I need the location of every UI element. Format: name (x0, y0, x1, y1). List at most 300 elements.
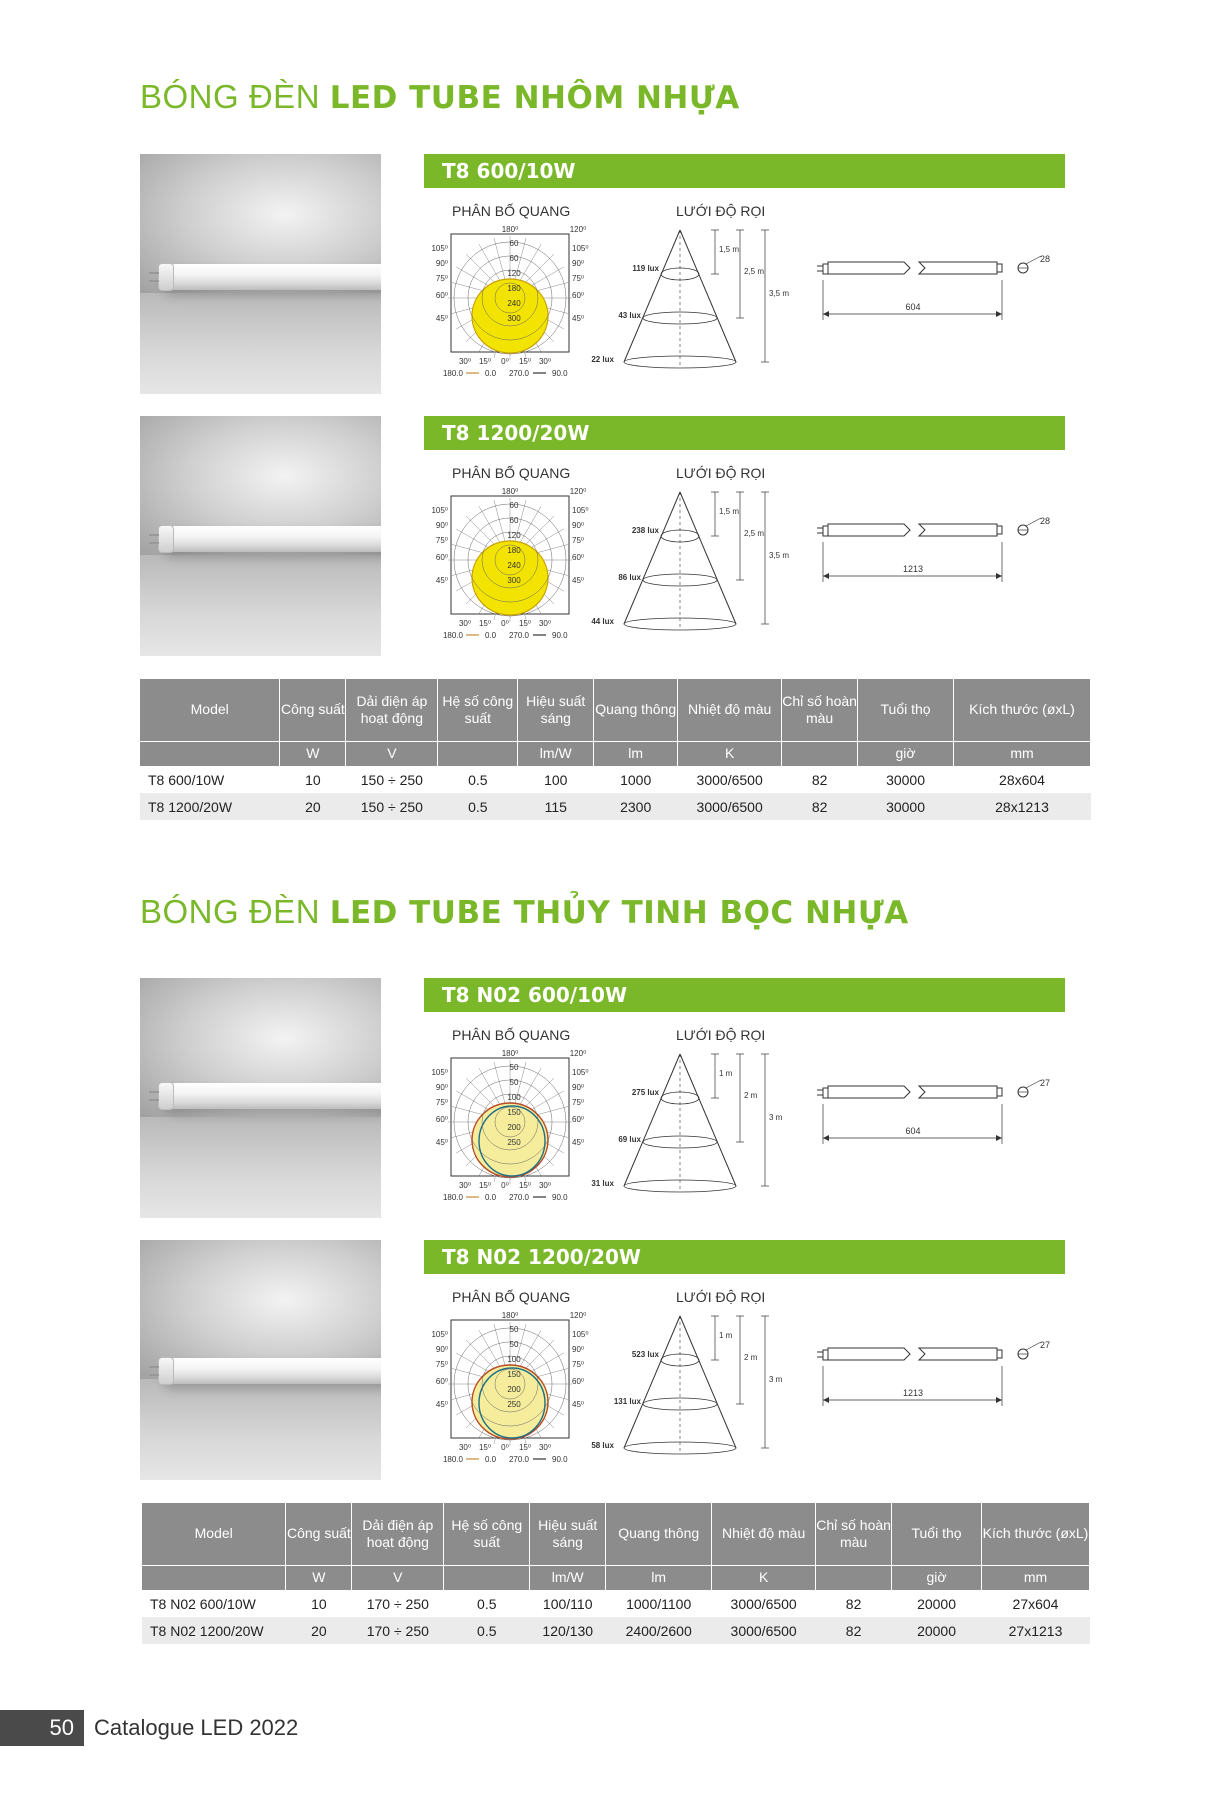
legend-value: 270.0 (508, 1455, 530, 1464)
angle-label: 30⁰ (458, 357, 472, 366)
angle-label: 45⁰ (572, 576, 585, 585)
legend-value: 180.0 (442, 631, 464, 640)
spec-cell: 27x604 (1012, 1595, 1059, 1612)
tube-dimension-drawing (815, 516, 1065, 596)
column-unit: K (712, 1565, 816, 1590)
spec-cell: 20000 (892, 1617, 982, 1644)
angle-label: 120⁰ (569, 1312, 587, 1320)
column-header: Dải điện áp hoạt động (346, 679, 438, 741)
tube-outline (823, 262, 910, 274)
lux-value: 119 lux (632, 264, 659, 273)
section-title-light: BÓNG ĐÈN (140, 78, 330, 115)
tube-outline (823, 1348, 910, 1360)
ring-value: 240 (507, 299, 521, 308)
tube-end-cap (158, 525, 174, 553)
ring-value: 60 (509, 501, 519, 510)
column-header: Công suất (280, 679, 346, 741)
angle-label: 60⁰ (572, 1115, 585, 1124)
angle-label: 15⁰ (518, 357, 532, 366)
legend-value: 90.0 (552, 631, 568, 640)
angle-label: 60⁰ (572, 1377, 585, 1386)
angle-label: 15⁰ (518, 1181, 532, 1190)
angle-label: 105⁰ (572, 1068, 589, 1077)
tube-pin (149, 1374, 159, 1376)
column-unit: W (286, 1565, 352, 1590)
ring-value: 150 (507, 1108, 521, 1117)
tube-outline (919, 262, 1002, 274)
lux-value: 86 lux (618, 573, 641, 582)
angle-label: 15⁰ (478, 619, 492, 628)
angle-label: 90⁰ (435, 521, 448, 530)
page-number: 50 (0, 1710, 84, 1746)
legend-value: 270.0 (508, 1193, 530, 1202)
tube-end-cap (158, 1082, 174, 1110)
column-unit: lm/W (518, 741, 594, 766)
spec-cell: 3000/6500 (712, 1617, 816, 1644)
tube-dimension-drawing (815, 1078, 1065, 1158)
polar-light-distribution-diagram (415, 1312, 595, 1472)
angle-label: 90⁰ (572, 1083, 585, 1092)
ring-value: 120 (507, 269, 521, 278)
column-header: Tuổi thọ (892, 1503, 982, 1565)
column-unit: lm (606, 1565, 712, 1590)
spec-cell: 20 (280, 793, 346, 820)
ring-value: 100 (507, 1093, 521, 1102)
product-photo (140, 978, 381, 1218)
angle-label: 45⁰ (572, 314, 585, 323)
polar-light-distribution-diagram (415, 1050, 595, 1210)
angle-label: 90⁰ (572, 1345, 585, 1354)
angle-label: 30⁰ (458, 1181, 472, 1190)
angle-label: 75⁰ (435, 1098, 448, 1107)
legend-value: 0.0 (485, 369, 497, 378)
model-cell: T8 N02 600/10W (150, 1595, 256, 1612)
ring-value: 120 (507, 531, 521, 540)
column-unit (142, 1565, 286, 1590)
angle-label: 90⁰ (435, 1345, 448, 1354)
angle-label: 75⁰ (435, 536, 448, 545)
angle-label: 75⁰ (572, 274, 585, 283)
tube-pin (149, 280, 159, 282)
tube-outline (919, 1348, 1002, 1360)
lux-value: 58 lux (591, 1441, 614, 1450)
lux-value: 31 lux (591, 1179, 614, 1188)
illuminance-cone-diagram (590, 226, 810, 376)
table-header-row (140, 679, 1091, 741)
tube-end-cap (158, 1357, 174, 1385)
ring-value: 100 (507, 1355, 521, 1364)
angle-label: 60⁰ (435, 291, 448, 300)
tube-dimension-drawing (815, 254, 1065, 334)
column-header: Hệ số công suất (438, 679, 518, 741)
lux-value: 22 lux (591, 355, 614, 364)
tube-image (162, 1083, 381, 1109)
tube-pin (149, 1099, 159, 1101)
angle-label: 30⁰ (538, 357, 552, 366)
diameter-value: 28 (1039, 254, 1051, 264)
distance-value: 1,5 m (719, 245, 740, 254)
cone-edge (624, 1316, 680, 1448)
legend-value: 90.0 (552, 1193, 568, 1202)
angle-label: 30⁰ (538, 1443, 552, 1452)
spec-cell: 2300 (594, 793, 678, 820)
distance-value: 1,5 m (719, 507, 740, 516)
spec-cell: 20000 (917, 1595, 956, 1612)
angle-label: 180⁰ (501, 1312, 519, 1320)
light-distribution-label: PHÂN BỐ QUANG (452, 203, 571, 219)
angle-label: 45⁰ (572, 1400, 585, 1409)
footer-catalogue-title: Catalogue LED 2022 (94, 1715, 299, 1740)
column-unit: V (346, 741, 438, 766)
spec-cell: 2400/2600 (606, 1617, 712, 1644)
column-header: Model (140, 679, 280, 741)
illuminance-grid-label: LƯỚI ĐỘ RỌI (676, 1027, 766, 1043)
spec-table-glass (142, 1503, 1090, 1644)
distance-value: 1 m (719, 1331, 733, 1340)
legend-value: 180.0 (442, 1193, 464, 1202)
ring-value: 250 (507, 1138, 521, 1147)
column-unit (816, 1565, 892, 1590)
legend-value: 0.0 (485, 1193, 497, 1202)
angle-label: 180⁰ (501, 226, 519, 234)
tube-outline (919, 1086, 1002, 1098)
model-cell: T8 600/10W (148, 771, 225, 788)
table-units-row (142, 1565, 1090, 1590)
lux-value: 44 lux (591, 617, 614, 626)
angle-label: 120⁰ (569, 488, 587, 496)
ring-value: 60 (509, 254, 519, 263)
light-distribution-label: PHÂN BỐ QUANG (452, 465, 571, 481)
illuminance-grid-label: LƯỚI ĐỘ RỌI (676, 203, 766, 219)
ring-value: 180 (507, 546, 521, 555)
angle-label: 45⁰ (435, 1400, 448, 1409)
legend-value: 270.0 (508, 631, 530, 640)
spec-cell: 1000/1100 (626, 1595, 692, 1612)
model-title-bar: T8 600/10W (424, 154, 1065, 188)
angle-label: 0⁰ (501, 619, 509, 628)
angle-label: 105⁰ (572, 1330, 589, 1339)
legend-value: 0.0 (485, 631, 497, 640)
angle-label: 15⁰ (478, 1443, 492, 1452)
distance-value: 2 m (744, 1353, 758, 1362)
diameter-leader (1026, 518, 1041, 526)
section-title-bold: LED TUBE THỦY TINH BỌC NHỰA (329, 895, 909, 931)
angle-label: 15⁰ (518, 619, 532, 628)
column-header: Tuổi thọ (858, 679, 954, 741)
angle-label: 90⁰ (572, 259, 585, 268)
angle-label: 105⁰ (431, 244, 448, 253)
column-unit: lm (594, 741, 678, 766)
legend-value: 270.0 (508, 369, 530, 378)
angle-label: 105⁰ (572, 506, 589, 515)
angle-label: 75⁰ (572, 1098, 585, 1107)
model-title-bar: T8 1200/20W (424, 416, 1065, 450)
angle-label: 45⁰ (435, 314, 448, 323)
angle-label: 45⁰ (572, 1138, 585, 1147)
tube-image (162, 1358, 381, 1384)
table-row (142, 1617, 1090, 1644)
diameter-leader (1026, 1080, 1041, 1088)
spec-cell: 100 (544, 771, 568, 788)
distance-value: 1 m (719, 1069, 733, 1078)
table-row (142, 1590, 1090, 1617)
spec-cell: 1000 (620, 771, 652, 788)
column-header: Model (142, 1503, 286, 1565)
tube-pin (149, 1366, 159, 1368)
angle-label: 0⁰ (501, 357, 509, 366)
distance-value: 2 m (744, 1091, 758, 1100)
angle-label: 30⁰ (538, 619, 552, 628)
angle-label: 75⁰ (572, 1360, 585, 1369)
column-header: Công suất (286, 1503, 352, 1565)
tube-pin (149, 542, 159, 544)
ring-value: 50 (509, 1063, 519, 1072)
light-distribution-label: PHÂN BỐ QUANG (452, 1027, 571, 1043)
illuminance-grid-label: LƯỚI ĐỘ RỌI (676, 465, 766, 481)
distance-value: 3,5 m (769, 551, 790, 560)
spec-cell: 82 (782, 793, 858, 820)
length-value: 604 (905, 302, 921, 312)
angle-label: 30⁰ (538, 1181, 552, 1190)
section-title-glass (140, 893, 909, 931)
section-title-bold: LED TUBE NHÔM NHỰA (329, 80, 740, 116)
diameter-value: 28 (1039, 516, 1051, 526)
ring-value: 60 (509, 516, 519, 525)
length-value: 1213 (902, 564, 924, 574)
distance-value: 2,5 m (744, 267, 765, 276)
angle-label: 90⁰ (572, 521, 585, 530)
distance-value: 3 m (769, 1113, 783, 1122)
angle-label: 75⁰ (435, 1360, 448, 1369)
angle-label: 105⁰ (431, 1068, 448, 1077)
spec-cell: 82 (845, 1595, 862, 1612)
diameter-leader (1026, 256, 1041, 264)
ring-value: 60 (509, 239, 519, 248)
spec-cell: 100/110 (542, 1595, 593, 1612)
angle-label: 75⁰ (435, 274, 448, 283)
table-units-row (140, 741, 1091, 766)
spec-cell: 3000/6500 (696, 771, 763, 788)
column-unit: W (280, 741, 346, 766)
tube-outline (823, 524, 910, 536)
spec-cell: 30000 (886, 771, 926, 788)
spec-cell: 3000/6500 (730, 1595, 797, 1612)
tube-pin (149, 534, 159, 536)
angle-label: 15⁰ (518, 1443, 532, 1452)
illuminance-cone-diagram (590, 1050, 810, 1200)
spec-cell: 28x1213 (954, 793, 1091, 820)
cone-edge (624, 230, 680, 362)
spec-cell: 0.5 (444, 1617, 530, 1644)
tube-outline (823, 1086, 910, 1098)
ring-value: 150 (507, 1370, 521, 1379)
spec-cell: 10 (305, 771, 321, 788)
spec-cell: 150 ÷ 250 (346, 793, 438, 820)
column-header: Nhiệt độ màu (678, 679, 782, 741)
model-title-bar: T8 N02 600/10W (424, 978, 1065, 1012)
column-unit: K (678, 741, 782, 766)
angle-label: 60⁰ (572, 291, 585, 300)
illuminance-grid-label: LƯỚI ĐỘ RỌI (676, 1289, 766, 1305)
spec-cell: 20 (286, 1617, 352, 1644)
model-title-bar: T8 N02 1200/20W (424, 1240, 1065, 1274)
model-cell: T8 N02 1200/20W (142, 1617, 286, 1644)
photo-floor (140, 555, 381, 656)
table-row (140, 766, 1091, 793)
column-header: Dải điện áp hoạt động (352, 1503, 444, 1565)
ring-value: 240 (507, 561, 521, 570)
product-photo (140, 1240, 381, 1480)
ring-value: 50 (509, 1078, 519, 1087)
section-title-aluminum (140, 78, 740, 116)
tube-pin (149, 1091, 159, 1093)
column-header: Hệ số công suất (444, 1503, 530, 1565)
lux-value: 131 lux (613, 1397, 641, 1406)
ring-value: 50 (509, 1340, 519, 1349)
column-unit: mm (982, 1565, 1090, 1590)
angle-label: 15⁰ (478, 357, 492, 366)
tube-image (162, 264, 381, 290)
column-header: Nhiệt độ màu (712, 1503, 816, 1565)
legend-value: 0.0 (485, 1455, 497, 1464)
ring-value: 300 (507, 576, 521, 585)
polar-light-distribution-diagram (415, 488, 595, 648)
angle-label: 105⁰ (431, 1330, 448, 1339)
distance-value: 3 m (769, 1375, 783, 1384)
column-header: Quang thông (606, 1503, 712, 1565)
photo-floor (140, 293, 381, 394)
angle-label: 180⁰ (501, 488, 519, 496)
angle-label: 45⁰ (435, 576, 448, 585)
diameter-value: 27 (1039, 1078, 1051, 1088)
column-header: Hiệu suất sáng (530, 1503, 606, 1565)
table-row (140, 793, 1091, 820)
spec-cell: 150 ÷ 250 (360, 771, 423, 788)
column-header: Chỉ số hoàn màu (816, 1503, 892, 1565)
angle-label: 60⁰ (435, 1115, 448, 1124)
diameter-value: 27 (1039, 1340, 1051, 1350)
photo-floor (140, 1117, 381, 1218)
tube-dimension-drawing (815, 1340, 1065, 1420)
section-title-light: BÓNG ĐÈN (140, 893, 330, 930)
angle-label: 90⁰ (435, 259, 448, 268)
column-unit: V (352, 1565, 444, 1590)
angle-label: 60⁰ (435, 1377, 448, 1386)
angle-label: 45⁰ (435, 1138, 448, 1147)
angle-label: 0⁰ (501, 1443, 509, 1452)
angle-label: 105⁰ (572, 244, 589, 253)
spec-cell: 27x1213 (982, 1617, 1090, 1644)
spec-cell: 28x604 (999, 771, 1045, 788)
column-header: Chỉ số hoàn màu (782, 679, 858, 741)
column-unit: giờ (858, 741, 954, 766)
spec-cell: 0.5 (438, 793, 518, 820)
column-unit (140, 741, 280, 766)
column-header: Hiệu suất sáng (518, 679, 594, 741)
distance-value: 2,5 m (744, 529, 765, 538)
spec-cell: 120/130 (530, 1617, 606, 1644)
lux-value: 523 lux (631, 1350, 659, 1359)
legend-value: 90.0 (552, 1455, 568, 1464)
angle-label: 30⁰ (458, 1443, 472, 1452)
angle-label: 120⁰ (569, 1050, 587, 1058)
spec-cell: 170 ÷ 250 (366, 1595, 429, 1612)
column-header: Kích thước (øxL) (954, 679, 1091, 741)
angle-label: 105⁰ (431, 506, 448, 515)
product-photo (140, 416, 381, 656)
tube-image (162, 526, 381, 552)
spec-cell: 30000 (858, 793, 954, 820)
product-photo (140, 154, 381, 394)
cone-edge (624, 1054, 680, 1186)
spec-cell: 0.5 (468, 771, 488, 788)
angle-label: 120⁰ (569, 226, 587, 234)
spec-table-aluminum (140, 679, 1091, 820)
spec-cell: 170 ÷ 250 (352, 1617, 444, 1644)
angle-label: 15⁰ (478, 1181, 492, 1190)
lux-value: 238 lux (631, 526, 659, 535)
tube-pin (149, 272, 159, 274)
spec-cell: 115 (518, 793, 594, 820)
angle-label: 30⁰ (458, 619, 472, 628)
ring-value: 250 (507, 1400, 521, 1409)
lux-value: 43 lux (618, 311, 641, 320)
photo-floor (140, 1379, 381, 1480)
spec-cell: 0.5 (477, 1595, 497, 1612)
illuminance-cone-diagram (590, 1312, 810, 1462)
legend-value: 180.0 (442, 369, 464, 378)
column-header: Quang thông (594, 679, 678, 741)
tube-end-cap (158, 263, 174, 291)
length-value: 1213 (902, 1388, 924, 1398)
model-cell: T8 1200/20W (140, 793, 280, 820)
legend-value: 90.0 (552, 369, 568, 378)
angle-label: 60⁰ (572, 553, 585, 562)
column-unit (444, 1565, 530, 1590)
column-unit: mm (954, 741, 1091, 766)
column-unit (782, 741, 858, 766)
column-unit: lm/W (530, 1565, 606, 1590)
light-distribution-label: PHÂN BỐ QUANG (452, 1289, 571, 1305)
lux-value: 69 lux (618, 1135, 641, 1144)
legend-value: 180.0 (442, 1455, 464, 1464)
tube-outline (919, 524, 1002, 536)
column-unit (438, 741, 518, 766)
column-header: Kích thước (øxL) (982, 1503, 1090, 1565)
angle-label: 60⁰ (435, 553, 448, 562)
cone-edge (624, 492, 680, 624)
angle-label: 0⁰ (501, 1181, 509, 1190)
angle-label: 180⁰ (501, 1050, 519, 1058)
angle-label: 90⁰ (435, 1083, 448, 1092)
column-unit: giờ (892, 1565, 982, 1590)
ring-value: 200 (507, 1123, 521, 1132)
spec-cell: 10 (311, 1595, 327, 1612)
length-value: 604 (905, 1126, 921, 1136)
lux-value: 275 lux (631, 1088, 659, 1097)
ring-value: 50 (509, 1325, 519, 1334)
angle-label: 75⁰ (572, 536, 585, 545)
spec-cell: 3000/6500 (678, 793, 782, 820)
spec-cell: 82 (811, 771, 828, 788)
diameter-leader (1026, 1342, 1041, 1350)
spec-cell: 82 (816, 1617, 892, 1644)
distance-value: 3,5 m (769, 289, 790, 298)
table-header-row (142, 1503, 1090, 1565)
polar-light-distribution-diagram (415, 226, 595, 386)
ring-value: 180 (507, 284, 521, 293)
ring-value: 200 (507, 1385, 521, 1394)
